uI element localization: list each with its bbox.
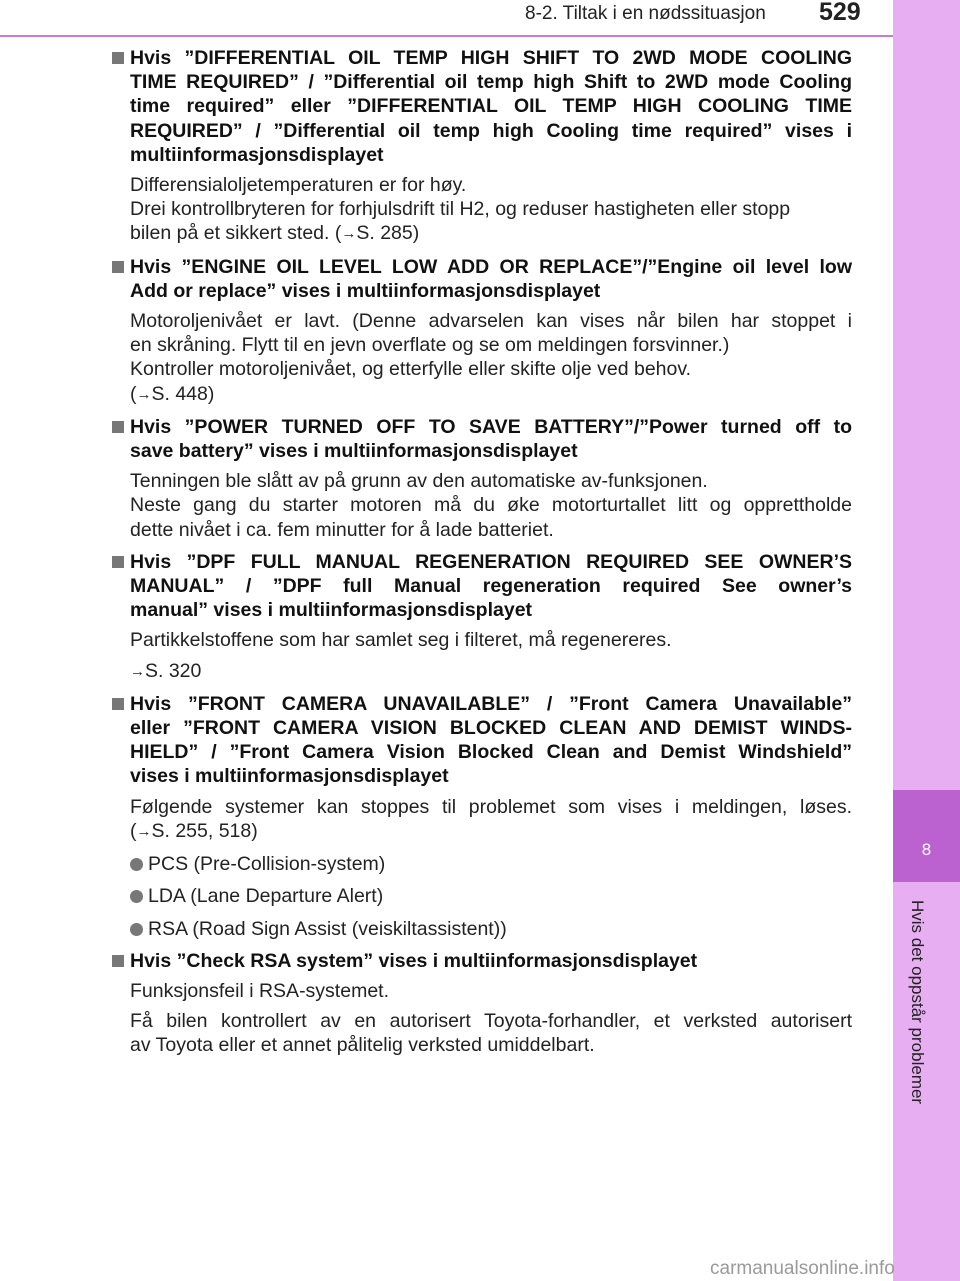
body-text: Tenningen ble slått av på grunn av den automatiske av-funksjonen. Neste gang du starter motoren må du øke motorturtallet litt og opprettholde dette nivået i ca. fem minutter for å lade batteriet. (130, 470, 852, 541)
list-item: RSA (Road Sign Assist (veiskiltassistent)) (110, 917, 852, 941)
page-reference: S. 448) (151, 382, 215, 405)
chapter-title: Hvis det oppstår problemer (908, 900, 927, 1105)
page-reference: S. 285) (356, 222, 420, 245)
body-text: Partikkelstoffene som har samlet seg i filteret, må regenereres. (130, 629, 672, 652)
header-divider (0, 35, 893, 37)
section-item (110, 46, 852, 247)
list-item: LDA (Lane Departure Alert) (110, 884, 852, 908)
square-bullet-icon (112, 261, 124, 273)
arrow-right-icon: → (136, 385, 152, 403)
page-number: 529 (819, 0, 861, 26)
round-bullet-icon (130, 858, 143, 871)
section-item (110, 255, 852, 407)
square-bullet-icon (112, 698, 124, 710)
body-text (110, 659, 852, 684)
chapter-number-box: 8 (893, 790, 960, 882)
body-text: Følgende systemer kan stoppes til problemet som vises i meldingen, løses. (→S. 255, 518) (130, 795, 852, 842)
square-bullet-icon (112, 955, 124, 967)
square-bullet-icon (112, 52, 124, 64)
section-item (110, 415, 852, 542)
section-heading: Hvis ”DPF FULL MANUAL REGENERATION REQUIRED SEE OWNER’S MANUAL” / ”DPF full Manual regeneration required See owner’s manual” vises i multiinformasjonsdisplayet (110, 550, 852, 623)
page-reference: S. 255, 518) (151, 819, 258, 842)
section-item (110, 550, 852, 684)
body-text: Funksjonsfeil i RSA-systemet. (130, 979, 389, 1002)
arrow-right-icon: → (130, 662, 145, 680)
arrow-right-icon: → (136, 822, 152, 840)
section-heading: Hvis ”ENGINE OIL LEVEL LOW ADD OR REPLACE”/”Engine oil level low Add or replace” vises i multiinformasjonsdisplayet (110, 255, 852, 303)
body-text: Få bilen kontrollert av en autorisert Toyota-forhandler, et verksted autorisert av Toyota eller et annet pålitelig verksted umiddelbart. (130, 1010, 852, 1057)
arrow-right-icon: → (341, 225, 357, 243)
watermark: carmanualsonline.info (710, 1258, 895, 1279)
page-reference: S. 320 (145, 659, 202, 682)
section-heading: Hvis ”DIFFERENTIAL OIL TEMP HIGH SHIFT TO 2WD MODE COOLING TIME REQUIRED” / ”Differential oil temp high Shift to 2WD mode Cooling time required” eller ”DIFFERENTIAL OIL TEMP HIGH COOLING TIME REQUIRED” / ”Differential oil temp high Cooling time required” vises i multiinformasjonsdisplayet (110, 46, 852, 167)
section-title: 8-2. Tiltak i en nødssituasjon (525, 3, 766, 24)
list-item: PCS (Pre-Collision-system) (110, 852, 852, 876)
section-heading: Hvis ”POWER TURNED OFF TO SAVE BATTERY”/”Power turned off to save battery” vises i multiinformasjonsdisplayet (110, 415, 852, 463)
section-heading: Hvis ”Check RSA system” vises i multiinformasjonsdisplayet (110, 949, 852, 973)
section-heading: Hvis ”FRONT CAMERA UNAVAILABLE” / ”Front Camera Unavailable” eller ”FRONT CAMERA VISION BLOCKED CLEAN AND DEMIST WINDS- HIELD” / ”Front Camera Vision Blocked Clean and Demist Windshield” vises i multiinformasjonsdisplayet (110, 692, 852, 789)
body-text: Motoroljenivået er lavt. (Denne advarselen kan vises når bilen har stoppet i en skråning. Flytt til en jevn overflate og se om meldingen forsvinner.) Kontroller motoroljenivået, og etterfylle eller skifte olje ved behov. (→S. 448) (130, 310, 852, 405)
body-text: Differensialoljetemperaturen er for høy. Drei kontrollbryteren for forhjulsdrift til H2, og reduser hastigheten eller stopp bilen på et sikkert sted. (→S. 285) (130, 174, 791, 245)
round-bullet-icon (130, 923, 143, 936)
main-content (110, 46, 852, 1058)
square-bullet-icon (112, 556, 124, 568)
section-item (110, 949, 852, 1058)
round-bullet-icon (130, 890, 143, 903)
section-item (110, 692, 852, 941)
square-bullet-icon (112, 421, 124, 433)
